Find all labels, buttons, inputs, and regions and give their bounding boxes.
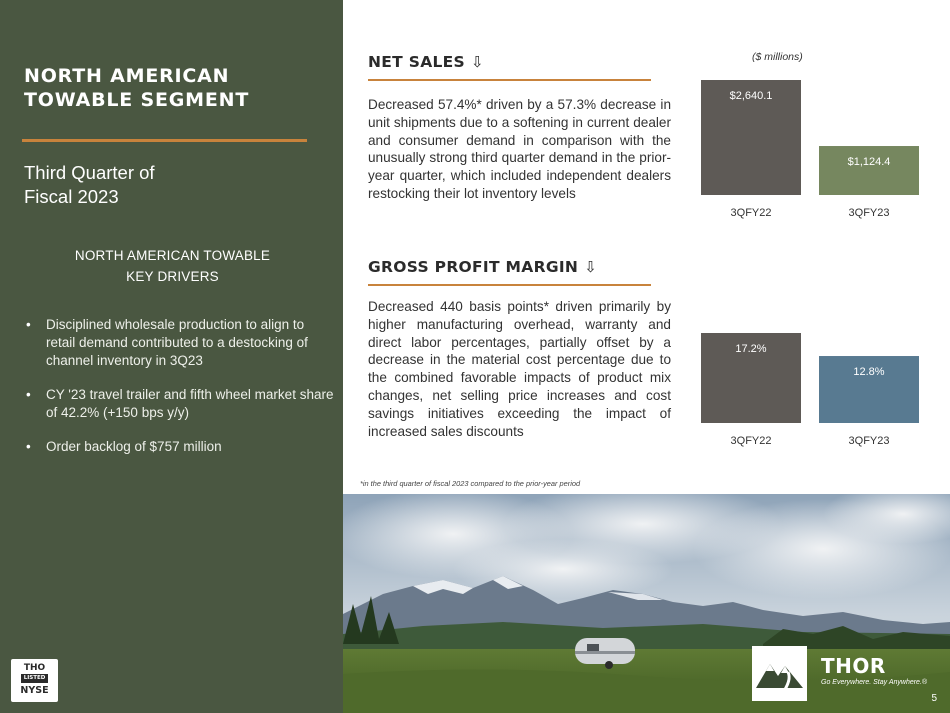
net-sales-title-text: NET SALES <box>368 53 466 71</box>
key-drivers-title-line-2: KEY DRIVERS <box>126 269 219 284</box>
net-sales-chart-svg <box>690 60 930 230</box>
net-sales-category-label: 3QFY22 <box>730 207 772 219</box>
gross-margin-chart-svg <box>690 320 930 460</box>
net-sales-divider <box>368 79 651 81</box>
segment-title <box>24 64 324 112</box>
key-driver-item: • Disciplined wholesale production to align to retail demand contributed to a destocking of channel inventory in 3Q23 <box>24 316 336 370</box>
gross-margin-category-label: 3QFY23 <box>848 435 890 447</box>
gross-margin-data-label: 17.2% <box>735 343 767 355</box>
key-drivers-list <box>24 316 336 472</box>
title-divider <box>22 139 307 142</box>
gross-margin-title-text: GROSS PROFIT MARGIN <box>368 258 579 276</box>
net-sales-category-label: 3QFY23 <box>848 207 890 219</box>
net-sales-data-label: $2,640.1 <box>729 90 773 102</box>
gross-margin-category-label: 3QFY22 <box>730 435 772 447</box>
segment-title-line-2: TOWABLE SEGMENT <box>24 89 250 111</box>
net-sales-title <box>368 53 484 71</box>
gross-margin-title <box>368 258 597 276</box>
segment-title-line-1: NORTH AMERICAN <box>24 65 230 87</box>
badge-ticker: THO <box>23 663 46 673</box>
gross-margin-description: Decreased 440 basis points* driven primarily by higher manufacturing overhead, warranty and direct labor percentages, partially offset by a decrease in the material cost percentage due to the combined favorable impacts of product mix changes, net selling price increases and cost savings initiatives exceeding the impact of increased sales discounts <box>368 299 671 439</box>
net-sales-data-label: $1,124.4 <box>847 156 891 169</box>
badge-listed: LISTED <box>21 674 48 683</box>
units-label: ($ millions) <box>752 51 803 63</box>
thor-wordmark: THOR <box>821 654 886 678</box>
net-sales-bar <box>819 146 919 195</box>
gross-margin-data-label: 12.8% <box>853 366 885 379</box>
key-driver-item: • Order backlog of $757 million <box>24 438 336 456</box>
nyse-listed-badge <box>11 659 58 702</box>
thor-logo-icon <box>752 646 807 701</box>
segment-panel <box>0 0 343 713</box>
down-arrow-icon: ⇩ <box>471 53 484 71</box>
page-number: 5 <box>931 693 937 704</box>
quarter-line-1: Third Quarter of <box>24 162 155 183</box>
net-sales-description: Decreased 57.4%* driven by a 57.3% decrease in unit shipments due to a softening in current dealer and consumer demand in comparison with the unusually strong third quarter demand in the prior-year quarter, which included independent dealers restocking their lot inventory levels <box>368 97 671 201</box>
quarter-line-2: Fiscal 2023 <box>24 186 119 207</box>
badge-exchange: NYSE <box>20 685 49 696</box>
key-drivers-title-line-1: NORTH AMERICAN TOWABLE <box>74 248 271 263</box>
down-arrow-icon: ⇩ <box>584 258 598 276</box>
quarter-label <box>24 161 324 209</box>
key-drivers-title <box>20 245 325 287</box>
thor-tagline: Go Everywhere. Stay Anywhere.® <box>821 679 928 686</box>
gross-margin-divider <box>368 284 651 286</box>
net-sales-chart <box>690 60 930 230</box>
key-driver-item: • CY '23 travel trailer and fifth wheel market share of 42.2% (+150 bps y/y) <box>24 386 336 422</box>
footnote: *in the third quarter of fiscal 2023 compared to the prior-year period <box>360 479 581 488</box>
gross-margin-chart <box>690 320 930 460</box>
